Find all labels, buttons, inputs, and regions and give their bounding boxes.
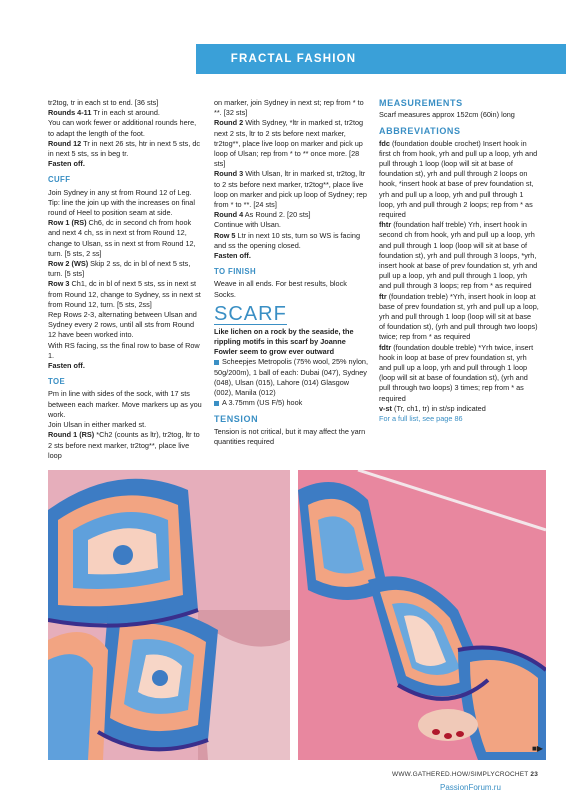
section-heading-measurements: MEASUREMENTS <box>379 98 463 108</box>
banner-title: FRACTAL FASHION COLLECTION <box>230 53 357 95</box>
paragraph: Join Ulsan in either marked st. <box>48 420 147 430</box>
instruction-text: Skip 2 ss, dc in bl of next 5 sts, turn. [5 sts] <box>48 259 191 279</box>
instruction-text: With Ulsan, ltr in marked st, tr2tog, ltr to 2 sts before next marker, tr2tog**, place live loop on marker and pick up loop of Sydney; rep from * to **. [24 sts] <box>214 169 367 210</box>
instruction-lead: Row 2 (WS) <box>48 259 89 269</box>
scarf-photo-left <box>48 470 290 760</box>
paragraph <box>214 231 370 251</box>
paragraph: Join Sydney in any st from Round 12 of Leg. Tip: line the join up with the increases on final round of Heel to position seam at side. <box>48 187 195 218</box>
abbrev-definition: (foundation treble) *Yrh, insert hook in loop at base of prev foundation st, yrh and pull up a loop, yrh and pull through 1 loop (loop will sit at base of foundation st), (yrh and pull through two loops) twice; rep from * as required <box>379 291 539 342</box>
scarf-photo-right <box>298 470 546 760</box>
banner-extension <box>391 44 566 74</box>
paragraph: Continue with Ulsan. <box>214 220 281 230</box>
section-heading-abbreviations: ABBREVIATIONS <box>379 126 461 137</box>
scarf-title: SCARF <box>214 302 287 325</box>
abbrev-definition: (foundation double treble) *Yrh twice, insert hook in loop at base of prev foundation st, yrh and pull up a loop, yrh and pull through 1 loop (loop will sit at base of foundation st), (yrh and pull through two loops) 3 times; rep from * as required <box>379 342 534 403</box>
paragraph: You can work fewer or additional rounds here, to adapt the length of the foot. <box>48 118 197 138</box>
paragraph: on marker, join Sydney in next st; rep from * to **. [32 sts] <box>214 98 364 118</box>
instruction-lead: Round 3 <box>214 169 244 179</box>
page-footer <box>392 771 538 778</box>
instruction-lead: Round 2 <box>214 118 244 128</box>
fasten-off: Fasten off. <box>214 251 251 261</box>
paragraph <box>214 210 370 220</box>
instruction-lead: Row 3 <box>48 279 70 289</box>
paragraph <box>48 218 204 259</box>
instruction-text: Tr in each st around. <box>91 108 160 118</box>
yarn-text: Scheepjes Metropolis (75% wool, 25% nylon, 50g/200m), 1 ball of each: Dubai (047), Sydney (048), Ulsan (015), Lahore (014) Glasgow (002), Manila (012) <box>214 357 369 398</box>
crochet-scarf-worn-illustration <box>298 470 546 760</box>
paragraph: Rep Rows 2-3, alternating between Ulsan and Sydney every 2 rows, until all sts from Round 12 have been worked into. <box>48 310 197 340</box>
instruction-text: Tr in next 26 sts, htr in next 5 sts, dc in next 5 sts, ss in beg tr. <box>48 138 201 159</box>
paragraph <box>48 139 204 159</box>
abbrev-term: fhtr <box>379 220 392 230</box>
abbrev-term: fdtr <box>379 342 392 352</box>
text-column-1 <box>48 98 204 461</box>
crochet-scarf-illustration <box>48 470 290 760</box>
instruction-lead: Round 12 <box>48 138 82 148</box>
paragraph <box>214 118 370 169</box>
paragraph <box>48 430 204 461</box>
section-heading-tension: TENSION <box>214 414 259 425</box>
paragraph: With RS facing, ss the final row to base of Row 1. <box>48 340 200 360</box>
paragraph <box>48 108 204 118</box>
abbrev-term: ftr <box>379 291 387 301</box>
abbrev-ftr <box>379 292 539 343</box>
paragraph <box>214 169 370 210</box>
abbrev-definition: (foundation half treble) Yrh, insert hook in second ch from hook, yrh and pull up a loop, yrh and pull through 1 loop (loop will sit at base of foundation st), yrh and pull through 3 loops, *yrh, insert hook at base of prev foundation st, yrh and pull up a loop, yrh and pull through 1 loop, yrh and pull through 3 loops; rep from * as required <box>379 220 538 291</box>
instruction-text: Ch6, dc in second ch from hook and next 4 ch, ss in next st from Round 12, change to Ulsan, ss in next st from Round 12, turn. [5 sts, 2 ss] <box>48 218 196 258</box>
paragraph: Scarf measures approx 152cm (60in) long <box>379 110 515 120</box>
full-list-link[interactable]: For a full list, see page 86 <box>379 414 463 424</box>
section-heading-finish: TO FINISH <box>214 267 257 277</box>
scarf-intro: Like lichen on a rock by the seaside, the rippling motifs in this scarf by Joanne Fowler seem to grow ever outward <box>214 326 354 357</box>
watermark: PassionForum.ru <box>440 783 501 792</box>
instruction-text: Ltr in next 10 sts, turn so WS is facing and ss the opening closed. <box>214 230 361 250</box>
hook-text: A 3.75mm (US F/5) hook <box>222 398 303 408</box>
instruction-text: With Sydney, *ltr in marked st, tr2tog next 2 sts, ltr to 2 sts before next marker, tr2tog**, place live loop on marker and pick up loop of Ulsan; rep from * to ** once more. [28 sts] <box>214 118 364 169</box>
instruction-lead: Rounds 4-11 <box>48 108 92 118</box>
text-column-3 <box>379 98 539 424</box>
instruction-text: Ch1, dc in bl of next 5 sts, ss in next st from Round 12, change to Sydney, ss in next st from Round 12, turn. [5 sts, 2ss] <box>48 279 201 309</box>
abbrev-vst <box>379 404 539 414</box>
section-heading-cuff: CUFF <box>48 175 71 185</box>
hook-item <box>214 398 370 408</box>
fasten-off: Fasten off. <box>48 361 85 371</box>
instruction-lead: Row 1 (RS) <box>48 218 87 228</box>
paragraph <box>48 259 204 279</box>
end-mark-icon: ■▶ <box>532 744 543 753</box>
paragraph <box>48 279 204 310</box>
instruction-lead: Round 4 <box>214 210 244 220</box>
abbrev-fdc <box>379 139 539 221</box>
abbrev-term: v-st <box>379 403 392 413</box>
footer-url[interactable]: WWW.GATHERED.HOW/SIMPLYCROCHET <box>392 771 529 778</box>
paragraph: Pm in line with sides of the sock, with 17 sts between each marker. Move markers up as you work. <box>48 389 202 419</box>
instruction-lead: Round 1 (RS) <box>48 430 95 440</box>
yarn-item <box>214 357 370 398</box>
bullet-square-icon <box>214 360 219 365</box>
page-number: 23 <box>530 771 539 778</box>
paragraph: Tension is not critical, but it may affect the yarn quantities required <box>214 426 366 446</box>
text-column-2 <box>214 98 370 447</box>
section-banner <box>196 44 391 95</box>
section-heading-toe: TOE <box>48 377 66 387</box>
abbrev-fdtr <box>379 343 539 404</box>
abbrev-fhtr <box>379 220 539 291</box>
instruction-text: As Round 2. [20 sts] <box>243 210 311 220</box>
instruction-lead: Row 5 <box>214 230 236 240</box>
instruction-text: *Ch2 (counts as ltr), tr2tog, ltr to 2 sts before next marker, tr2tog**, place live loop <box>48 430 200 460</box>
abbrev-term: fdc <box>379 138 390 148</box>
paragraph: tr2tog, tr in each st to end. [36 sts] <box>48 98 159 107</box>
bullet-square-icon <box>214 401 219 406</box>
abbrev-definition: (Tr, ch1, tr) in st/sp indicated <box>391 403 486 413</box>
fasten-off: Fasten off. <box>48 159 85 169</box>
paragraph: Weave in all ends. For best results, block Socks. <box>214 279 347 299</box>
abbrev-definition: (foundation double crochet) Insert hook in first ch from hook, yrh and pull up a loop, yrh and pull through 1 loop (loop will sit at base of foundation st), yrh and pull through 2 loops on hook, *insert hook at base of prev foundation st, yrh and pull up a loop, yrh and pull through 1 loop, yrh and pull through 2 loops; rep from * as required <box>379 138 538 220</box>
